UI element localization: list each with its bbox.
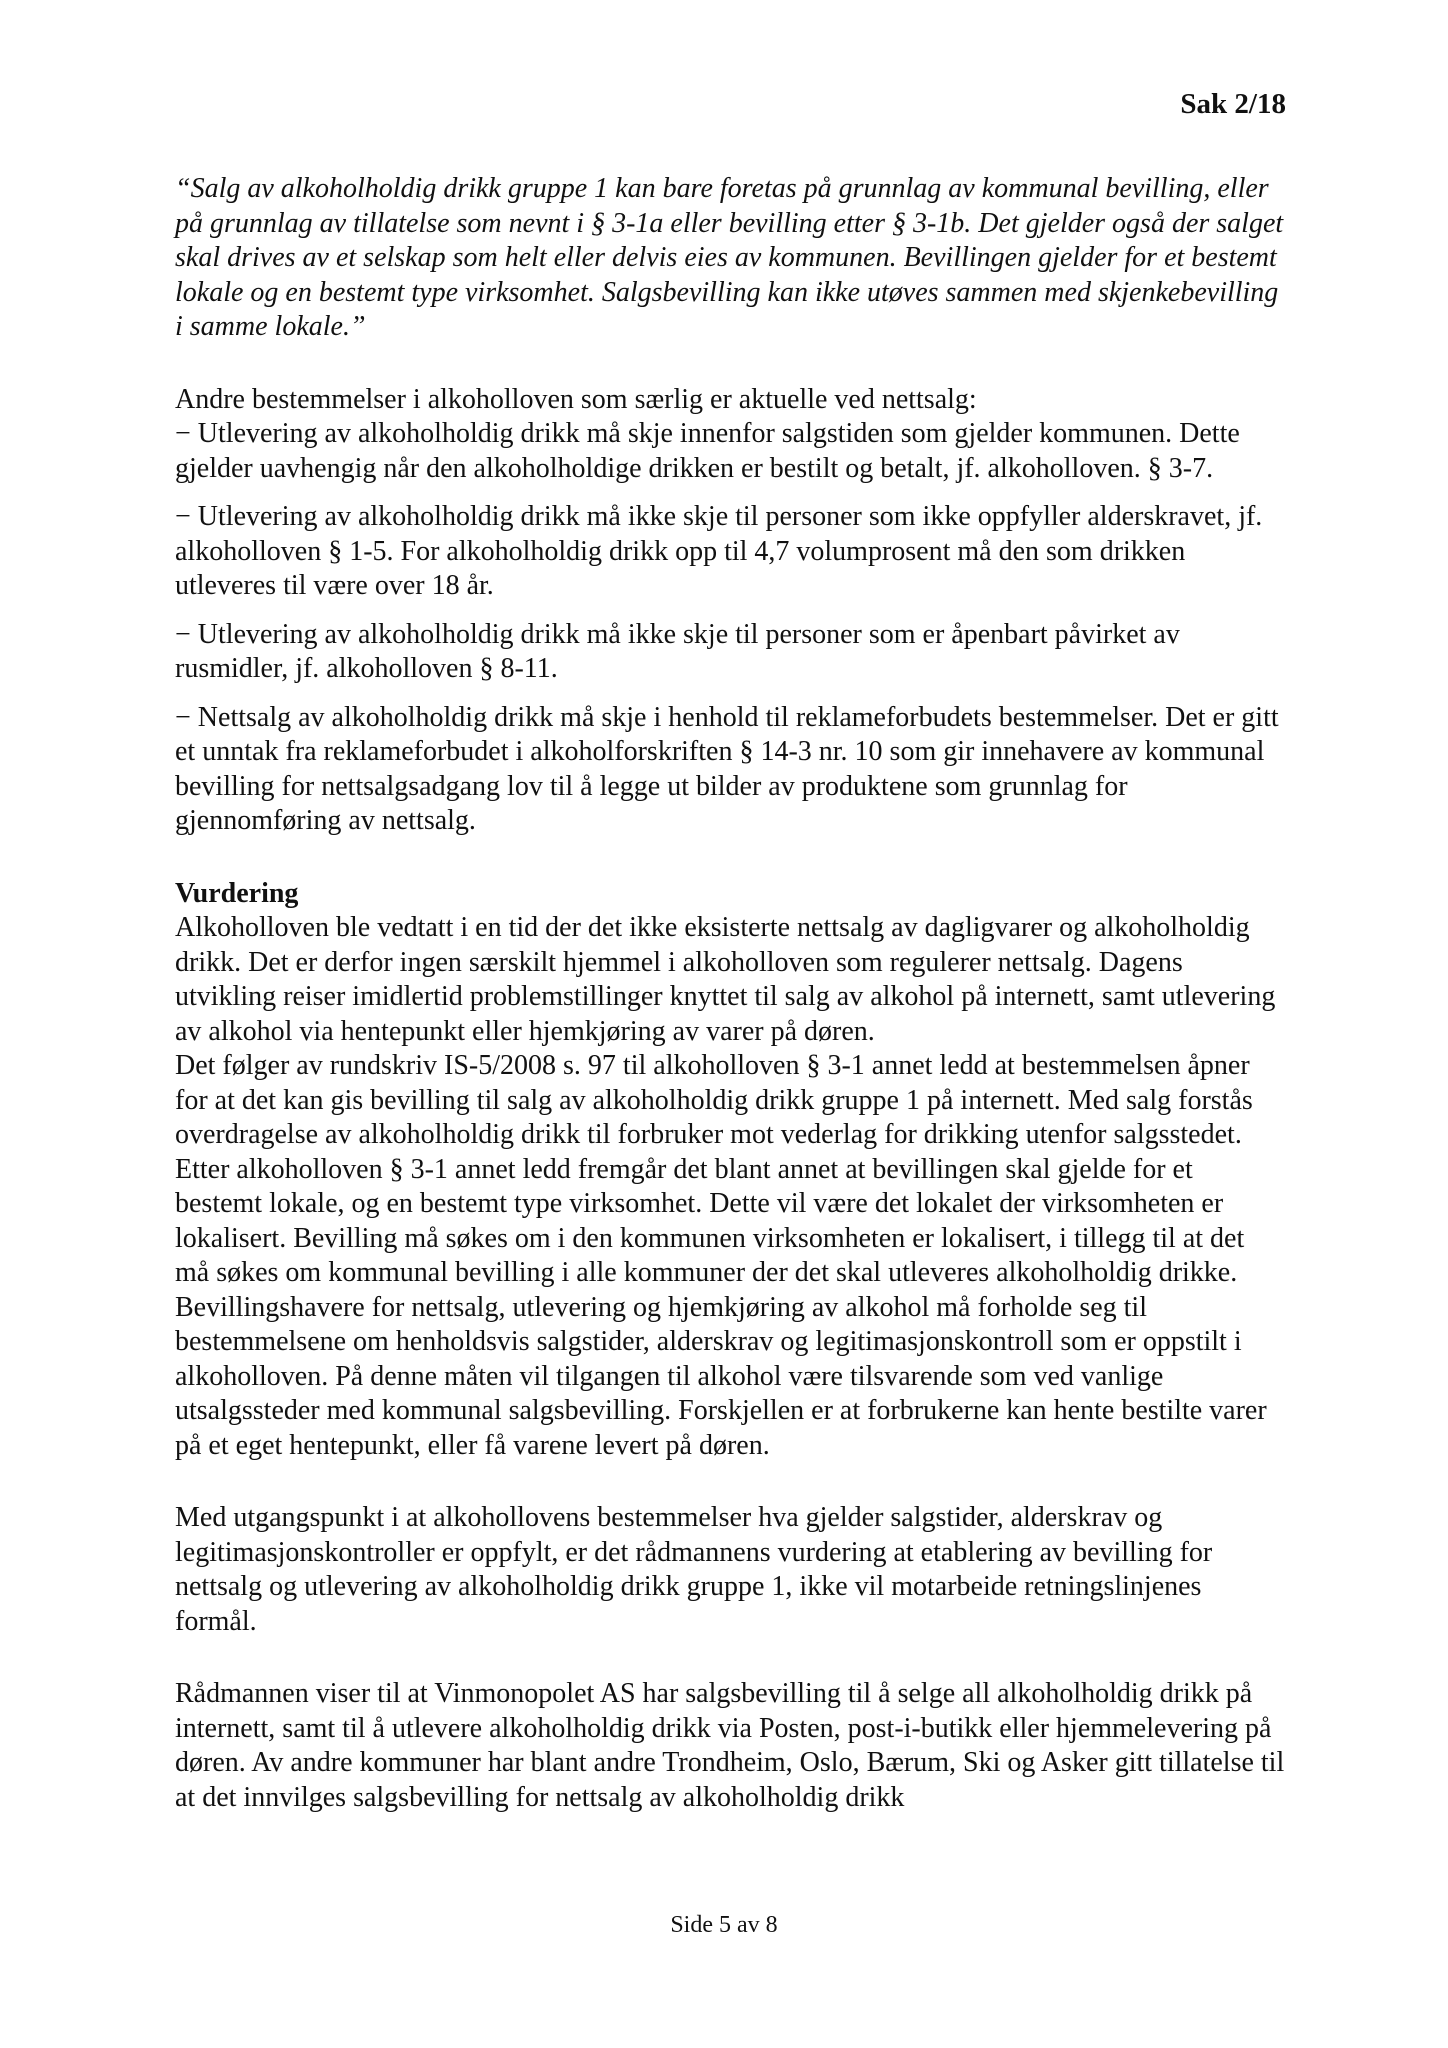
law-quote: “Salg av alkoholholdig drikk gruppe 1 kan bare foretas på grunnlag av kommunal bevilling, eller på grunnlag av tillatelse som nevnt i § 3-1a eller bevilling etter § 3-1b. Det gjelder også der salget skal drives av et selskap som helt eller delvis eies av kommunen. Bevillingen gjelder for et bestemt lokale og en bestemt type virksomhet. Salgsbevilling kan ikke utøves sammen med skjenkebevilling i samme lokale.”: [175, 173, 1284, 342]
case-reference: Sak 2/18: [1180, 88, 1286, 120]
assessment-paragraph: Med utgangspunkt i at alkohollovens bestemmelser hva gjelder salgstider, alderskrav og legitimasjonskontroller er oppfylt, er det rådmannens vurdering at etablering av bevilling for nettsalg og utlevering av alkoholholdig drikk gruppe 1, ikke vil motarbeide retningslinjenes formål.: [175, 1502, 1213, 1637]
assessment-paragraph: Bevillingshavere for nettsalg, utlevering og hjemkjøring av alkohol må forholde seg til bestemmelsene om henholdsvis salgstider, alderskrav og legitimasjonskontroll som er oppstilt i alkoholloven. På denne måten vil tilgangen til alkohol være tilsvarende som ved vanlige utsalgssteder med kommunal salgsbevilling. Forskjellen er at forbrukerne kan hente bestilte varer på et eget hentepunkt, eller få varene levert på døren.: [175, 1291, 1267, 1461]
section-heading: Vurdering: [175, 877, 299, 909]
provisions-intro: Andre bestemmelser i alkoholloven som særlig er aktuelle ved nettsalg:: [175, 383, 977, 415]
provision-item: − Nettsalg av alkoholholdig drikk må skje i henhold til reklameforbudets bestemmelser. Det er gitt et unntak fra reklameforbudet i alkoholforskriften § 14-3 nr. 10 som gir innehavere av kommunal bevilling for nettsalgsadgang lov til å legge ut bilder av produktene som grunnlag for gjennomføring av nettsalg.: [175, 701, 1279, 836]
page-number: Side 5 av 8: [670, 1912, 778, 1938]
assessment-paragraph: Det følger av rundskriv IS-5/2008 s. 97 til alkoholloven § 3-1 annet ledd at bestemmelsen åpner for at det kan gis bevilling til salg av alkoholholdig drikk gruppe 1 på internett. Med salg forstås overdragelse av alkoholholdig drikk til forbruker mot vederlag for drikking utenfor salgsstedet. Etter alkoholloven § 3-1 annet ledd fremgår det blant annet at bevillingen skal gjelde for et bestemt lokale, og en bestemt type virksomhet. Dette vil være det lokalet der virksomheten er lokalisert. Bevilling må søkes om i den kommunen virksomheten er lokalisert, i tillegg til at det må søkes om kommunal bevilling i alle kommuner der det skal utleveres alkoholholdig drikke.: [175, 1050, 1253, 1288]
provision-item: − Utlevering av alkoholholdig drikk må ikke skje til personer som er åpenbart påvirket av rusmidler, jf. alkoholloven § 8-11.: [175, 618, 1180, 684]
document-body: [175, 172, 1285, 1815]
provision-item: − Utlevering av alkoholholdig drikk må ikke skje til personer som ikke oppfyller alderskravet, jf. alkoholloven § 1-5. For alkoholholdig drikk opp til 4,7 volumprosent må den som drikken utleveres til være over 18 år.: [175, 501, 1263, 601]
assessment-paragraph: Alkoholloven ble vedtatt i en tid der det ikke eksisterte nettsalg av dagligvarer og alkoholholdig drikk. Det er derfor ingen særskilt hjemmel i alkoholloven som regulerer nettsalg. Dagens utvikling reiser imidlertid problemstillinger knyttet til salg av alkohol på internett, samt utlevering av alkohol via hentepunkt eller hjemkjøring av varer på døren.: [175, 912, 1276, 1047]
provision-item: − Utlevering av alkoholholdig drikk må skje innenfor salgstiden som gjelder kommunen. Dette gjelder uavhengig når den alkoholholdige drikken er bestilt og betalt, jf. alkoholloven. § 3-7.: [175, 418, 1240, 484]
assessment-section: [175, 877, 1285, 1464]
assessment-paragraph: Rådmannen viser til at Vinmonopolet AS har salgsbevilling til å selge all alkoholholdig drikk på internett, samt til å utlevere alkoholholdig drikk via Posten, post-i-butikk eller hjemmelevering på døren. Av andre kommuner har blant andre Trondheim, Oslo, Bærum, Ski og Asker gitt tillatelse til at det innvilges salgsbevilling for nettsalg av alkoholholdig drikk: [175, 1678, 1285, 1813]
